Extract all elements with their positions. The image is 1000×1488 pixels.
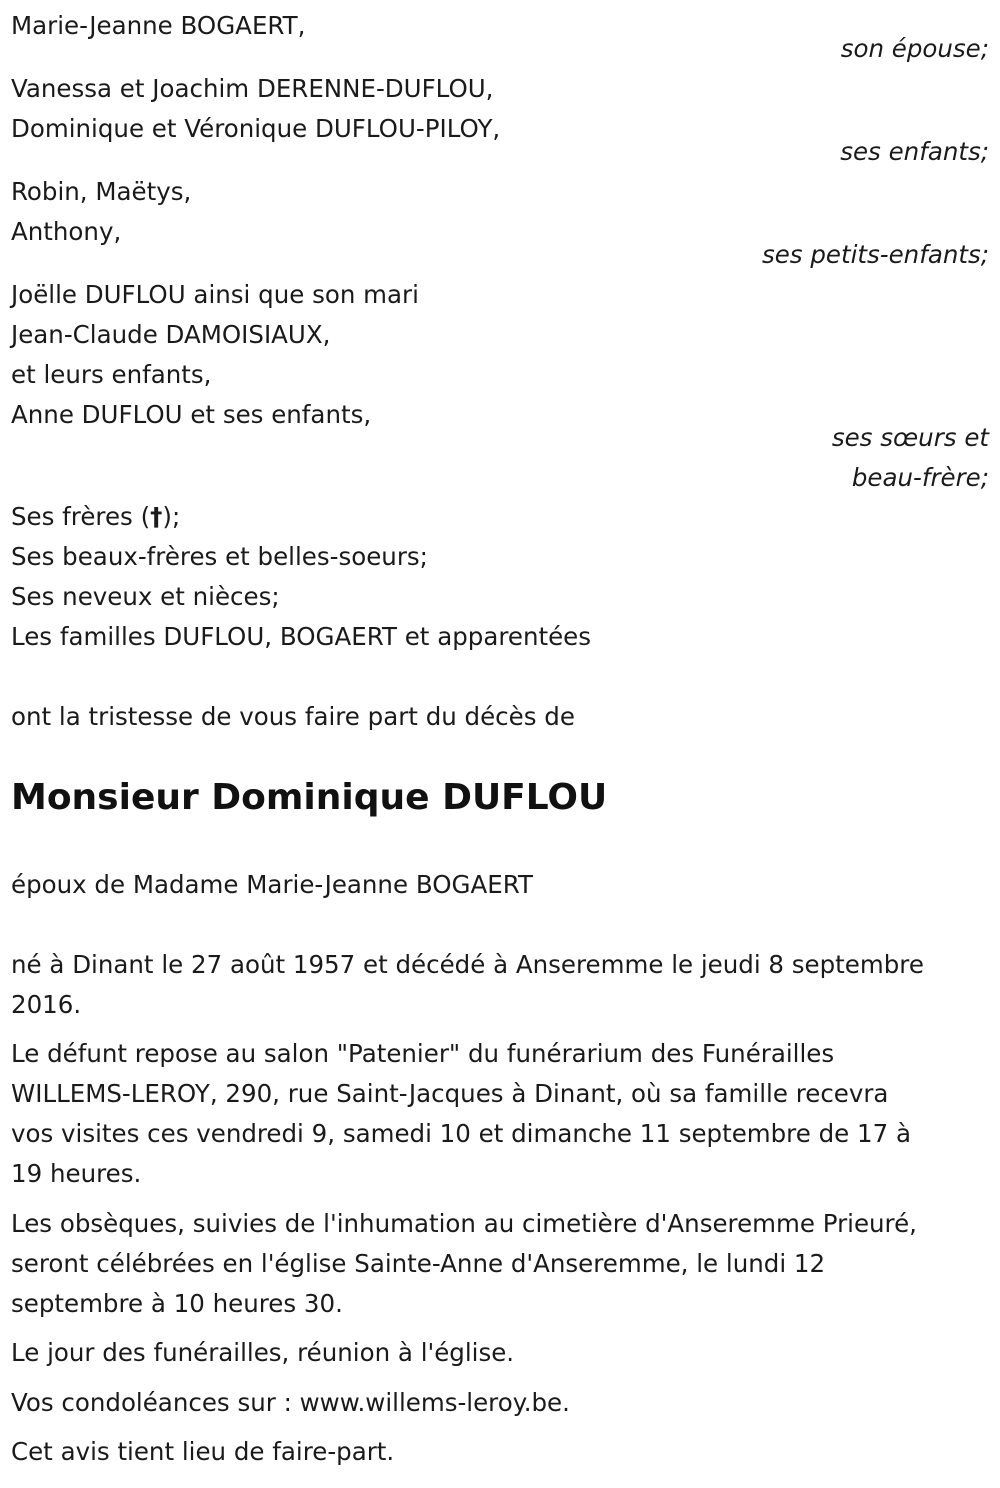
families-line: Les familles DUFLOU, BOGAERT et apparentées [11,622,591,651]
funeral-line-1: Les obsèques, suivies de l'inhumation au cimetière d'Anseremme Prieuré, [11,1209,917,1238]
brothers-prefix: Ses frères ( [11,502,151,531]
announcement-line: ont la tristesse de vous faire part du décès de [11,702,575,731]
visit-line-3: vos visites ces vendredi 9, samedi 10 et dimanche 11 septembre de 17 à [11,1119,911,1148]
spouse-name: Marie-Jeanne BOGAERT, [11,11,306,40]
grandchildren-role: ses petits-enfants; [761,240,989,269]
funeral-line-3: septembre à 10 heures 30. [11,1289,343,1318]
notice-line: Cet avis tient lieu de faire-part. [11,1437,395,1466]
sisters-line-1: Joëlle DUFLOU ainsi que son mari [11,280,419,309]
sisters-role-2: beau-frère; [851,463,989,492]
cross-icon: † [150,502,163,531]
sisters-line-4: Anne DUFLOU et ses enfants, [11,400,372,429]
children-role: ses enfants; [840,137,989,166]
children-line-1: Vanessa et Joachim DERENNE-DUFLOU, [11,74,494,103]
grandchildren-line-1: Robin, Maëtys, [11,177,192,206]
grandchildren-line-2: Anthony, [11,217,122,246]
brothers-line [11,497,180,537]
deceased-name: Monsieur Dominique DUFLOU [11,777,608,818]
condolences-line: Vos condoléances sur : www.willems-leroy.be. [11,1388,570,1417]
funeral-line-2: seront célébrées en l'église Sainte-Anne d'Anseremme, le lundi 12 [11,1249,826,1278]
birth-line-2: 2016. [11,990,82,1019]
visit-line-2: WILLEMS-LEROY, 290, rue Saint-Jacques à Dinant, où sa famille recevra [11,1079,889,1108]
nephews-line: Ses neveux et nièces; [11,582,280,611]
visit-line-4: 19 heures. [11,1159,142,1188]
meeting-line: Le jour des funérailles, réunion à l'église. [11,1338,515,1367]
brothers-suffix: ); [162,502,181,531]
sisters-role-1: ses sœurs et [831,423,989,452]
spouse-of-line: époux de Madame Marie-Jeanne BOGAERT [11,870,533,899]
children-line-2: Dominique et Véronique DUFLOU-PILOY, [11,114,501,143]
in-laws-line: Ses beaux-frères et belles-soeurs; [11,542,428,571]
sisters-line-3: et leurs enfants, [11,360,212,389]
spouse-role: son épouse; [840,34,989,63]
birth-line-1: né à Dinant le 27 août 1957 et décédé à Anseremme le jeudi 8 septembre [11,950,924,979]
visit-line-1: Le défunt repose au salon "Patenier" du funérarium des Funérailles [11,1039,835,1068]
sisters-line-2: Jean-Claude DAMOISIAUX, [11,320,331,349]
